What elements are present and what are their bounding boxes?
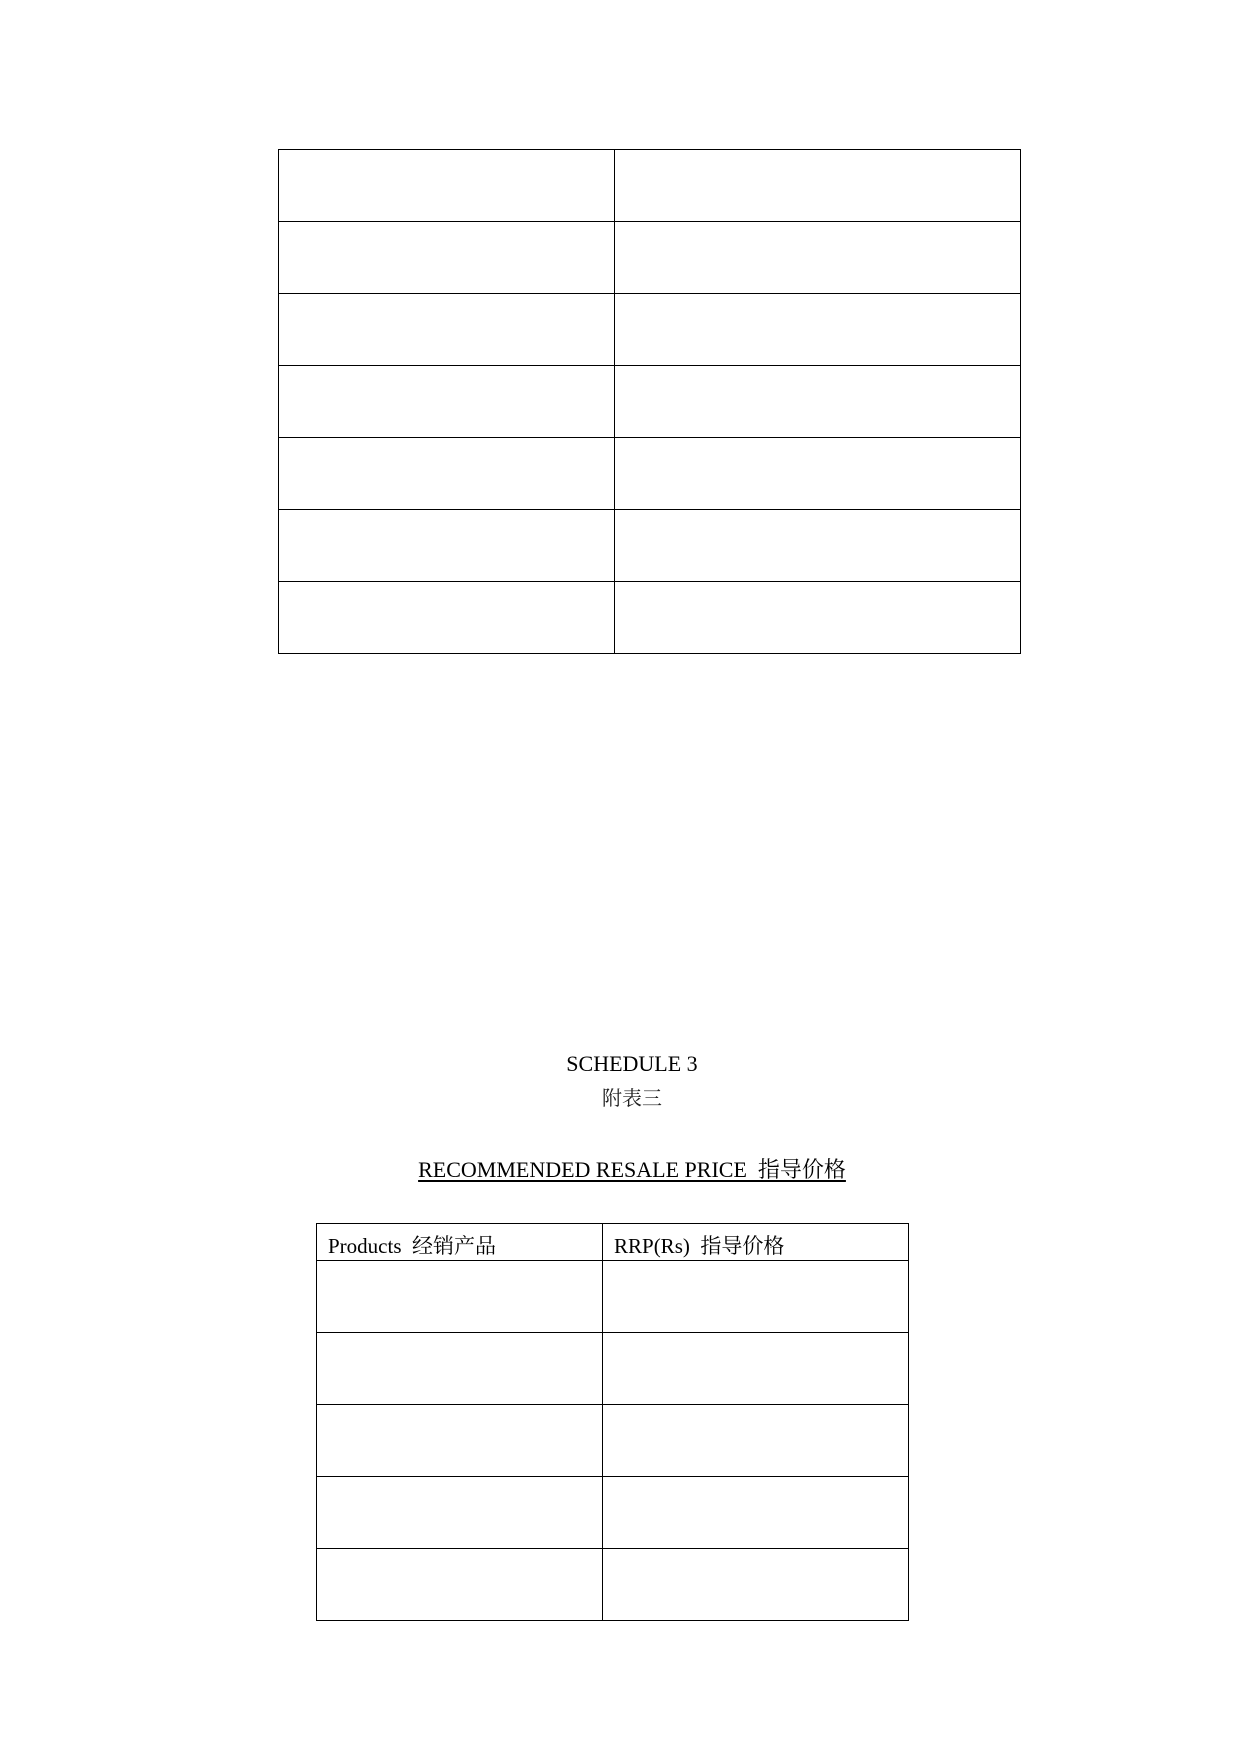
table-row	[279, 366, 1021, 438]
table-row	[279, 222, 1021, 294]
table-row	[279, 150, 1021, 222]
rrp-cell	[603, 1477, 909, 1549]
resale-price-table-body	[317, 1261, 909, 1621]
blank-table-body	[279, 150, 1021, 654]
rrp-cell	[603, 1333, 909, 1405]
table-cell	[615, 222, 1021, 294]
table-row	[279, 438, 1021, 510]
product-cell	[317, 1405, 603, 1477]
table-row	[317, 1405, 909, 1477]
table-cell	[615, 294, 1021, 366]
table-cell	[279, 366, 615, 438]
rrp-cell	[603, 1405, 909, 1477]
product-cell	[317, 1477, 603, 1549]
product-cell	[317, 1261, 603, 1333]
table-row	[279, 294, 1021, 366]
resale-price-table	[316, 1223, 909, 1621]
product-cell	[317, 1549, 603, 1621]
table-row	[279, 510, 1021, 582]
table-row	[279, 582, 1021, 654]
products-column-header: Products 经销产品	[317, 1224, 603, 1261]
table-row	[317, 1333, 909, 1405]
table-cell	[279, 438, 615, 510]
table-cell	[279, 510, 615, 582]
table-cell	[279, 150, 615, 222]
table-cell	[279, 294, 615, 366]
table-cell	[615, 438, 1021, 510]
table-cell	[615, 510, 1021, 582]
product-cell	[317, 1333, 603, 1405]
table-cell	[279, 222, 615, 294]
table-row	[317, 1549, 909, 1621]
table-row	[317, 1261, 909, 1333]
table-cell	[615, 150, 1021, 222]
table-cell	[615, 366, 1021, 438]
rrp-cell	[603, 1261, 909, 1333]
table-cell	[279, 582, 615, 654]
schedule-subtitle: 附表三	[602, 1086, 662, 1110]
table-header-row	[317, 1224, 909, 1261]
resale-price-table-header	[317, 1224, 909, 1261]
table-row	[317, 1477, 909, 1549]
schedule-title: SCHEDULE 3	[566, 1051, 698, 1076]
section-title: RECOMMENDED RESALE PRICE 指导价格	[418, 1157, 846, 1182]
table-cell	[615, 582, 1021, 654]
blank-table	[278, 149, 1021, 654]
rrp-column-header: RRP(Rs) 指导价格	[603, 1224, 909, 1261]
rrp-cell	[603, 1549, 909, 1621]
